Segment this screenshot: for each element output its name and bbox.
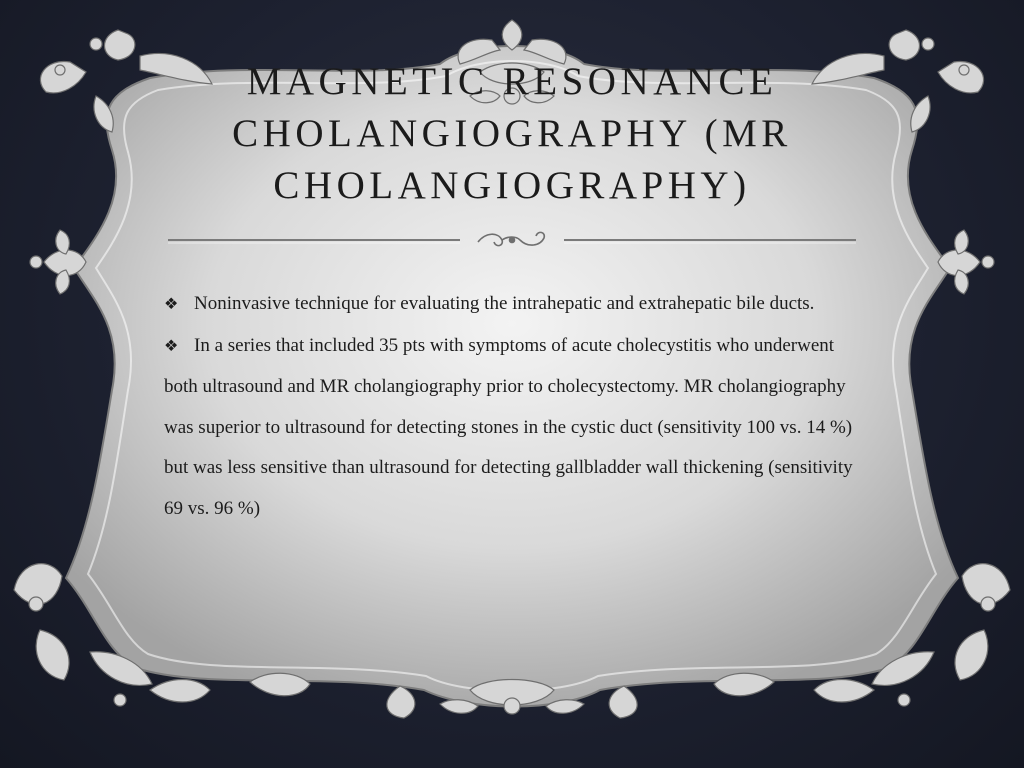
slide-title xyxy=(150,56,874,212)
bullet-item xyxy=(164,284,864,326)
left-side-ornament xyxy=(30,230,86,294)
title-line-2: CHOLANGIOGRAPHY (MR xyxy=(232,112,792,155)
right-side-ornament xyxy=(938,230,994,294)
slide-body xyxy=(164,284,864,530)
divider-flourish-icon xyxy=(478,232,544,245)
title-line-1: MAGNETIC RESONANCE xyxy=(246,60,778,103)
bullet-item xyxy=(164,326,864,530)
title-divider xyxy=(148,228,876,252)
diamond-bullet-icon: ❖ xyxy=(164,337,179,355)
diamond-bullet-icon: ❖ xyxy=(164,296,179,313)
bullet-text: In a series that included 35 pts with symptoms of acute cholecystitis who underwent both ultrasound and MR cholangiography prior to cholecystectomy. MR cholangiography was superior to ultrasound for detecting stones in the cystic duct (sensitivity 100 vs. 14 %) but was less sensitive than ultrasound for detecting gallbladder wall thickening (sensitivity 69 vs. 96 %) xyxy=(164,334,853,519)
title-line-3: CHOLANGIOGRAPHY) xyxy=(273,164,751,207)
bullet-text: Noninvasive technique for evaluating the intrahepatic and extrahepatic bile ducts. xyxy=(194,293,815,314)
